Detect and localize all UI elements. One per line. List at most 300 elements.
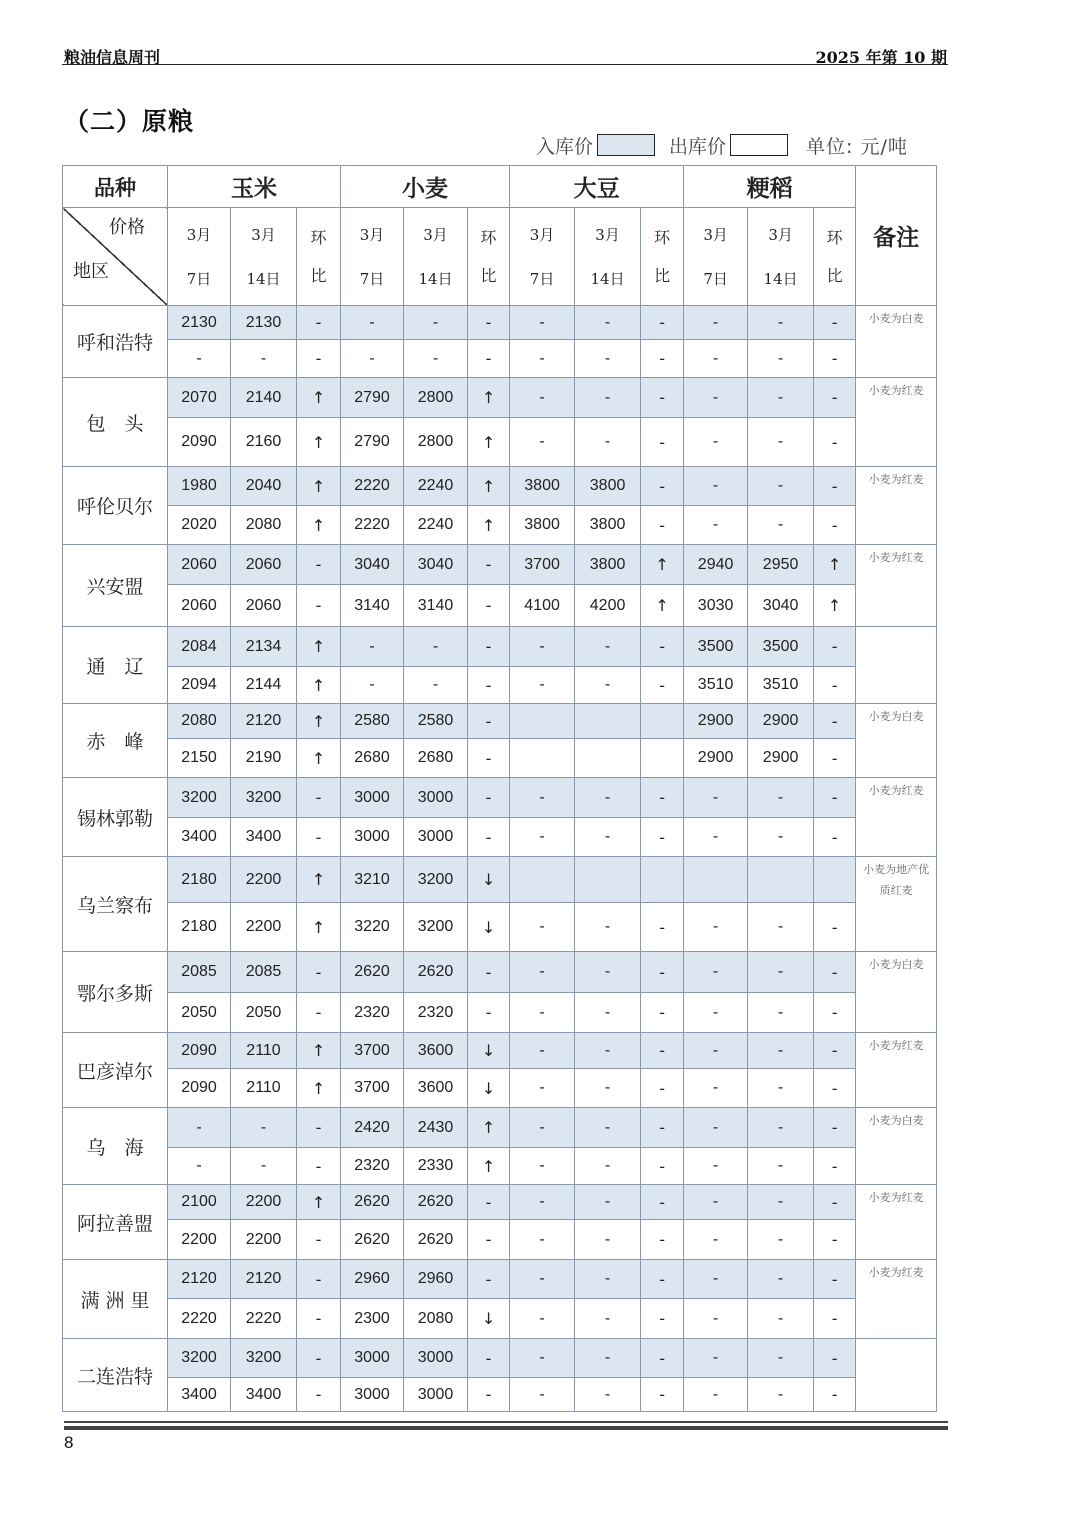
price-cell: - (510, 903, 575, 952)
price-cell: 3200 (168, 1339, 231, 1378)
region-cell: 满 洲 里 (63, 1260, 168, 1339)
price-cell: - (748, 1185, 814, 1220)
change-cell: ↑ (297, 857, 341, 903)
day-label: 14日 (246, 269, 281, 288)
price-cell: 3700 (510, 545, 575, 585)
price-cell (684, 857, 748, 903)
price-cell: - (748, 993, 814, 1033)
price-cell: - (404, 627, 468, 667)
price-cell: 2070 (168, 378, 231, 418)
price-cell: - (510, 378, 575, 418)
change-cell: - (641, 627, 684, 667)
price-cell: - (231, 1148, 297, 1185)
price-cell: - (231, 1108, 297, 1148)
legend (536, 130, 908, 160)
legend-unit: 单位: 元/吨 (806, 135, 908, 158)
price-cell: - (510, 778, 575, 818)
price-cell: 3000 (404, 818, 468, 857)
price-cell: - (341, 627, 404, 667)
table-row-in (63, 952, 937, 993)
change-cell: - (641, 993, 684, 1033)
legend-in-swatch (597, 134, 655, 156)
change-cell: - (468, 704, 510, 739)
price-cell: - (748, 506, 814, 545)
price-cell: - (510, 1378, 575, 1412)
change-cell: - (814, 1185, 856, 1220)
table-row-out (63, 1299, 937, 1339)
price-label: 价格 (109, 217, 145, 238)
price-cell: 2680 (341, 739, 404, 778)
price-cell: - (575, 306, 641, 340)
price-cell: 3140 (404, 585, 468, 627)
price-cell: 2220 (168, 1299, 231, 1339)
price-cell: 2580 (341, 704, 404, 739)
change-cell: ↑ (297, 1069, 341, 1108)
remark-cell: 小麦为红麦 (856, 378, 937, 467)
price-cell: 2220 (341, 506, 404, 545)
change-cell: ↑ (297, 627, 341, 667)
change-cell: - (297, 818, 341, 857)
change-cell: - (468, 545, 510, 585)
price-cell: - (168, 340, 231, 378)
change-cell: - (297, 1339, 341, 1378)
change-header-wheat (468, 208, 510, 306)
region-cell: 阿拉善盟 (63, 1185, 168, 1260)
month-label: 3月 (423, 225, 448, 244)
price-cell: - (684, 1339, 748, 1378)
price-cell: - (575, 1220, 641, 1260)
change-cell: - (814, 340, 856, 378)
table-row-out (63, 506, 937, 545)
price-cell: 3040 (748, 585, 814, 627)
price-cell: 2240 (404, 506, 468, 545)
price-cell: 3000 (341, 778, 404, 818)
price-cell: 2120 (231, 704, 297, 739)
day-label: 14日 (590, 269, 625, 288)
price-cell: - (510, 1033, 575, 1069)
change-cell: - (641, 378, 684, 418)
price-cell: - (231, 340, 297, 378)
region-cell: 鄂尔多斯 (63, 952, 168, 1033)
region-cell: 兴安盟 (63, 545, 168, 627)
price-cell: 2050 (168, 993, 231, 1033)
price-cell: - (748, 778, 814, 818)
change-cell: ↑ (468, 418, 510, 467)
table-row-in (63, 1339, 937, 1378)
page-number: 8 (64, 1433, 74, 1452)
price-cell: 3800 (575, 545, 641, 585)
change-label: 环 (480, 227, 497, 247)
price-cell (575, 704, 641, 739)
price-cell: - (510, 340, 575, 378)
remark-cell: 小麦为红麦 (856, 1033, 937, 1108)
price-cell: - (748, 818, 814, 857)
change-cell: - (641, 1108, 684, 1148)
change-cell: - (814, 739, 856, 778)
price-cell: 2620 (341, 1220, 404, 1260)
price-cell: - (510, 306, 575, 340)
change-cell: - (468, 952, 510, 993)
day-label: 14日 (763, 269, 798, 288)
change-cell: - (468, 1220, 510, 1260)
change-cell: - (468, 818, 510, 857)
price-cell: 3220 (341, 903, 404, 952)
price-cell: 2080 (168, 704, 231, 739)
price-cell: - (684, 1260, 748, 1299)
grain-price-table (62, 165, 937, 1412)
price-cell: 3210 (341, 857, 404, 903)
price-cell: - (748, 1148, 814, 1185)
price-cell: 3200 (404, 903, 468, 952)
price-cell: 3000 (341, 1339, 404, 1378)
change-cell: - (297, 306, 341, 340)
change-cell (641, 857, 684, 903)
price-cell: - (510, 993, 575, 1033)
issue-number: 2025 年第 10 期 (815, 48, 947, 67)
table-row-out (63, 739, 937, 778)
change-cell: - (297, 993, 341, 1033)
change-cell: - (814, 418, 856, 467)
price-cell: - (510, 1108, 575, 1148)
price-cell: 2060 (168, 585, 231, 627)
price-cell: 2620 (341, 952, 404, 993)
table-row-in (63, 1033, 937, 1069)
price-cell: 2060 (168, 545, 231, 585)
price-cell: 4100 (510, 585, 575, 627)
price-cell: - (404, 667, 468, 704)
price-cell: - (748, 378, 814, 418)
change-cell: - (641, 1069, 684, 1108)
price-cell: - (575, 1260, 641, 1299)
change-cell: - (468, 739, 510, 778)
price-cell: - (748, 1299, 814, 1339)
change-cell: - (297, 778, 341, 818)
price-cell: - (684, 1220, 748, 1260)
price-cell: 2950 (748, 545, 814, 585)
price-cell: - (575, 903, 641, 952)
price-cell: - (510, 627, 575, 667)
change-cell: - (814, 1069, 856, 1108)
price-cell: 3600 (404, 1069, 468, 1108)
change-cell: - (468, 1378, 510, 1412)
price-cell: - (510, 952, 575, 993)
price-cell: 2430 (404, 1108, 468, 1148)
date-header-corn-d2 (231, 208, 297, 306)
price-cell: 2220 (231, 1299, 297, 1339)
change-cell: - (814, 506, 856, 545)
price-cell: 2144 (231, 667, 297, 704)
price-cell: 2200 (168, 1220, 231, 1260)
change-cell: - (641, 667, 684, 704)
price-cell: 2620 (341, 1185, 404, 1220)
crop-header-soybean: 大豆 (510, 166, 684, 208)
price-cell: 2320 (404, 993, 468, 1033)
price-cell: 3200 (404, 857, 468, 903)
table-row-in (63, 1108, 937, 1148)
price-cell: 2620 (404, 1220, 468, 1260)
price-cell: 2330 (404, 1148, 468, 1185)
change-cell: ↑ (468, 467, 510, 506)
region-cell: 乌 海 (63, 1108, 168, 1185)
price-cell: 2900 (684, 739, 748, 778)
price-cell: - (748, 418, 814, 467)
change-cell: - (297, 952, 341, 993)
change-cell: - (468, 340, 510, 378)
change-cell: ↑ (297, 739, 341, 778)
price-cell: - (575, 1033, 641, 1069)
table-row-out (63, 667, 937, 704)
region-cell: 包 头 (63, 378, 168, 467)
price-cell: 2960 (404, 1260, 468, 1299)
price-cell: - (748, 1378, 814, 1412)
price-cell: - (510, 1339, 575, 1378)
price-cell: 3140 (341, 585, 404, 627)
price-cell: - (748, 340, 814, 378)
price-cell: 2080 (231, 506, 297, 545)
price-cell: - (510, 1069, 575, 1108)
change-cell: - (641, 506, 684, 545)
change-cell: - (814, 467, 856, 506)
price-cell: 2090 (168, 418, 231, 467)
date-header-soybean-d1 (510, 208, 575, 306)
month-label: 3月 (186, 225, 212, 244)
price-cell: 2120 (168, 1260, 231, 1299)
price-cell: - (684, 903, 748, 952)
change-cell: - (297, 1108, 341, 1148)
change-cell: ↑ (814, 585, 856, 627)
month-label: 3月 (768, 225, 793, 244)
date-header-wheat-d1 (341, 208, 404, 306)
price-cell: - (684, 506, 748, 545)
price-cell: - (748, 1033, 814, 1069)
change-cell: ↑ (468, 1108, 510, 1148)
header-rule (62, 64, 948, 65)
change-cell: - (814, 1220, 856, 1260)
price-cell (510, 857, 575, 903)
change-cell: - (814, 1299, 856, 1339)
price-cell: - (748, 1339, 814, 1378)
change-cell: - (814, 1148, 856, 1185)
remark-cell: 小麦为红麦 (856, 778, 937, 857)
publication-title: 粮油信息周刊 (64, 48, 161, 67)
date-header-rice-d2 (748, 208, 814, 306)
price-cell: 3510 (684, 667, 748, 704)
region-cell: 呼伦贝尔 (63, 467, 168, 545)
table-row-out (63, 585, 937, 627)
price-cell: - (510, 1148, 575, 1185)
change-cell: - (641, 467, 684, 506)
change-cell: ↓ (468, 1299, 510, 1339)
change-cell: - (641, 903, 684, 952)
table-row-out (63, 1148, 937, 1185)
price-cell: 2110 (231, 1033, 297, 1069)
change-cell: - (641, 778, 684, 818)
price-cell: 3200 (231, 1339, 297, 1378)
change-cell: - (468, 627, 510, 667)
region-cell: 呼和浩特 (63, 306, 168, 378)
price-cell: 3040 (341, 545, 404, 585)
change-cell: - (641, 1033, 684, 1069)
month-label: 3月 (529, 225, 555, 244)
remark-header: 备注 (856, 166, 937, 306)
change-label: 环 (826, 227, 843, 247)
price-cell: 2094 (168, 667, 231, 704)
legend-out-swatch (730, 134, 788, 156)
table-row-in (63, 857, 937, 903)
date-header-rice-d1 (684, 208, 748, 306)
change-cell: - (468, 667, 510, 704)
price-cell: 1980 (168, 467, 231, 506)
price-cell: - (575, 1299, 641, 1339)
price-cell: 2060 (231, 545, 297, 585)
change-cell: ↑ (297, 1185, 341, 1220)
legend-out-label: 出库价 (669, 135, 727, 158)
price-cell: 2220 (341, 467, 404, 506)
change-label: 比 (480, 265, 497, 285)
remark-cell: 小麦为白麦 (856, 306, 937, 378)
price-cell: 2040 (231, 467, 297, 506)
price-cell: 2320 (341, 993, 404, 1033)
change-cell: - (468, 1260, 510, 1299)
change-cell: - (297, 585, 341, 627)
change-cell: ↑ (297, 667, 341, 704)
change-cell: ↑ (297, 506, 341, 545)
price-cell: - (575, 1108, 641, 1148)
change-cell: - (468, 993, 510, 1033)
change-cell: ↑ (297, 903, 341, 952)
change-cell: - (814, 903, 856, 952)
price-cell: - (684, 818, 748, 857)
month-label: 3月 (251, 225, 276, 244)
change-cell: - (814, 818, 856, 857)
price-cell: 3000 (341, 1378, 404, 1412)
price-cell: - (404, 340, 468, 378)
change-cell: - (814, 952, 856, 993)
price-cell: - (748, 903, 814, 952)
change-cell: - (297, 1299, 341, 1339)
change-cell: - (814, 306, 856, 340)
remark-cell: 小麦为红麦 (856, 467, 937, 545)
remark-cell: 小麦为白麦 (856, 1108, 937, 1185)
price-cell: 3200 (231, 778, 297, 818)
change-label: 环 (310, 227, 327, 247)
change-cell: - (814, 667, 856, 704)
price-cell: - (748, 1108, 814, 1148)
price-cell: 2120 (231, 1260, 297, 1299)
price-cell (748, 857, 814, 903)
price-cell: 3400 (231, 1378, 297, 1412)
price-cell: 2085 (231, 952, 297, 993)
price-cell: 2110 (231, 1069, 297, 1108)
remark-cell: 小麦为红麦 (856, 1260, 937, 1339)
price-cell: 2960 (341, 1260, 404, 1299)
table-row-out (63, 1220, 937, 1260)
change-cell: - (814, 1378, 856, 1412)
price-region-corner (63, 208, 168, 306)
price-cell: - (575, 1148, 641, 1185)
change-label: 环 (654, 227, 671, 247)
table-row-out (63, 818, 937, 857)
price-cell: 3800 (510, 467, 575, 506)
price-cell: 2680 (404, 739, 468, 778)
price-cell: 2200 (231, 857, 297, 903)
change-cell: ↑ (468, 1148, 510, 1185)
price-cell: - (575, 340, 641, 378)
price-cell: - (575, 993, 641, 1033)
change-header-corn (297, 208, 341, 306)
price-cell: 2320 (341, 1148, 404, 1185)
change-cell: ↑ (297, 418, 341, 467)
change-cell (641, 704, 684, 739)
price-cell: - (684, 1033, 748, 1069)
day-label: 7日 (186, 269, 212, 288)
table-row-in (63, 1185, 937, 1220)
crop-header-japonica-rice: 粳稻 (684, 166, 856, 208)
price-cell: 2134 (231, 627, 297, 667)
price-cell: 3700 (341, 1069, 404, 1108)
price-cell: - (748, 952, 814, 993)
price-cell: - (510, 818, 575, 857)
change-cell: - (641, 340, 684, 378)
table-row-in (63, 627, 937, 667)
price-cell: - (684, 993, 748, 1033)
price-cell: - (510, 1220, 575, 1260)
price-cell: 2080 (404, 1299, 468, 1339)
change-cell: ↑ (468, 506, 510, 545)
change-cell: ↑ (814, 545, 856, 585)
price-cell: - (684, 418, 748, 467)
crop-header-row (63, 166, 937, 208)
region-label: 地区 (73, 261, 109, 282)
month-label: 3月 (359, 225, 385, 244)
price-cell: - (575, 818, 641, 857)
price-cell: 2100 (168, 1185, 231, 1220)
change-cell: - (814, 778, 856, 818)
change-label: 比 (310, 265, 327, 285)
price-cell: - (684, 467, 748, 506)
price-cell: - (341, 306, 404, 340)
month-label: 3月 (595, 225, 620, 244)
change-cell: - (468, 306, 510, 340)
price-cell: 2020 (168, 506, 231, 545)
region-cell: 通 辽 (63, 627, 168, 704)
month-label: 3月 (703, 225, 728, 244)
price-cell: - (510, 1299, 575, 1339)
price-cell: 3400 (168, 1378, 231, 1412)
change-cell: - (641, 1260, 684, 1299)
price-cell: - (575, 1069, 641, 1108)
change-cell: ↑ (297, 378, 341, 418)
price-cell: 2620 (404, 952, 468, 993)
price-cell: 2060 (231, 585, 297, 627)
price-cell: - (684, 340, 748, 378)
price-cell: 3000 (404, 1339, 468, 1378)
change-cell (814, 857, 856, 903)
price-cell: 2180 (168, 857, 231, 903)
change-cell: ↓ (468, 857, 510, 903)
table-row-out (63, 1378, 937, 1412)
price-cell: - (168, 1108, 231, 1148)
price-cell: 2900 (748, 704, 814, 739)
table-row-in (63, 545, 937, 585)
price-cell: - (684, 1378, 748, 1412)
change-cell: - (641, 952, 684, 993)
table-row-in (63, 778, 937, 818)
price-cell: 2130 (168, 306, 231, 340)
price-cell: - (684, 952, 748, 993)
price-cell: 3500 (748, 627, 814, 667)
legend-in-label: 入库价 (536, 135, 594, 158)
